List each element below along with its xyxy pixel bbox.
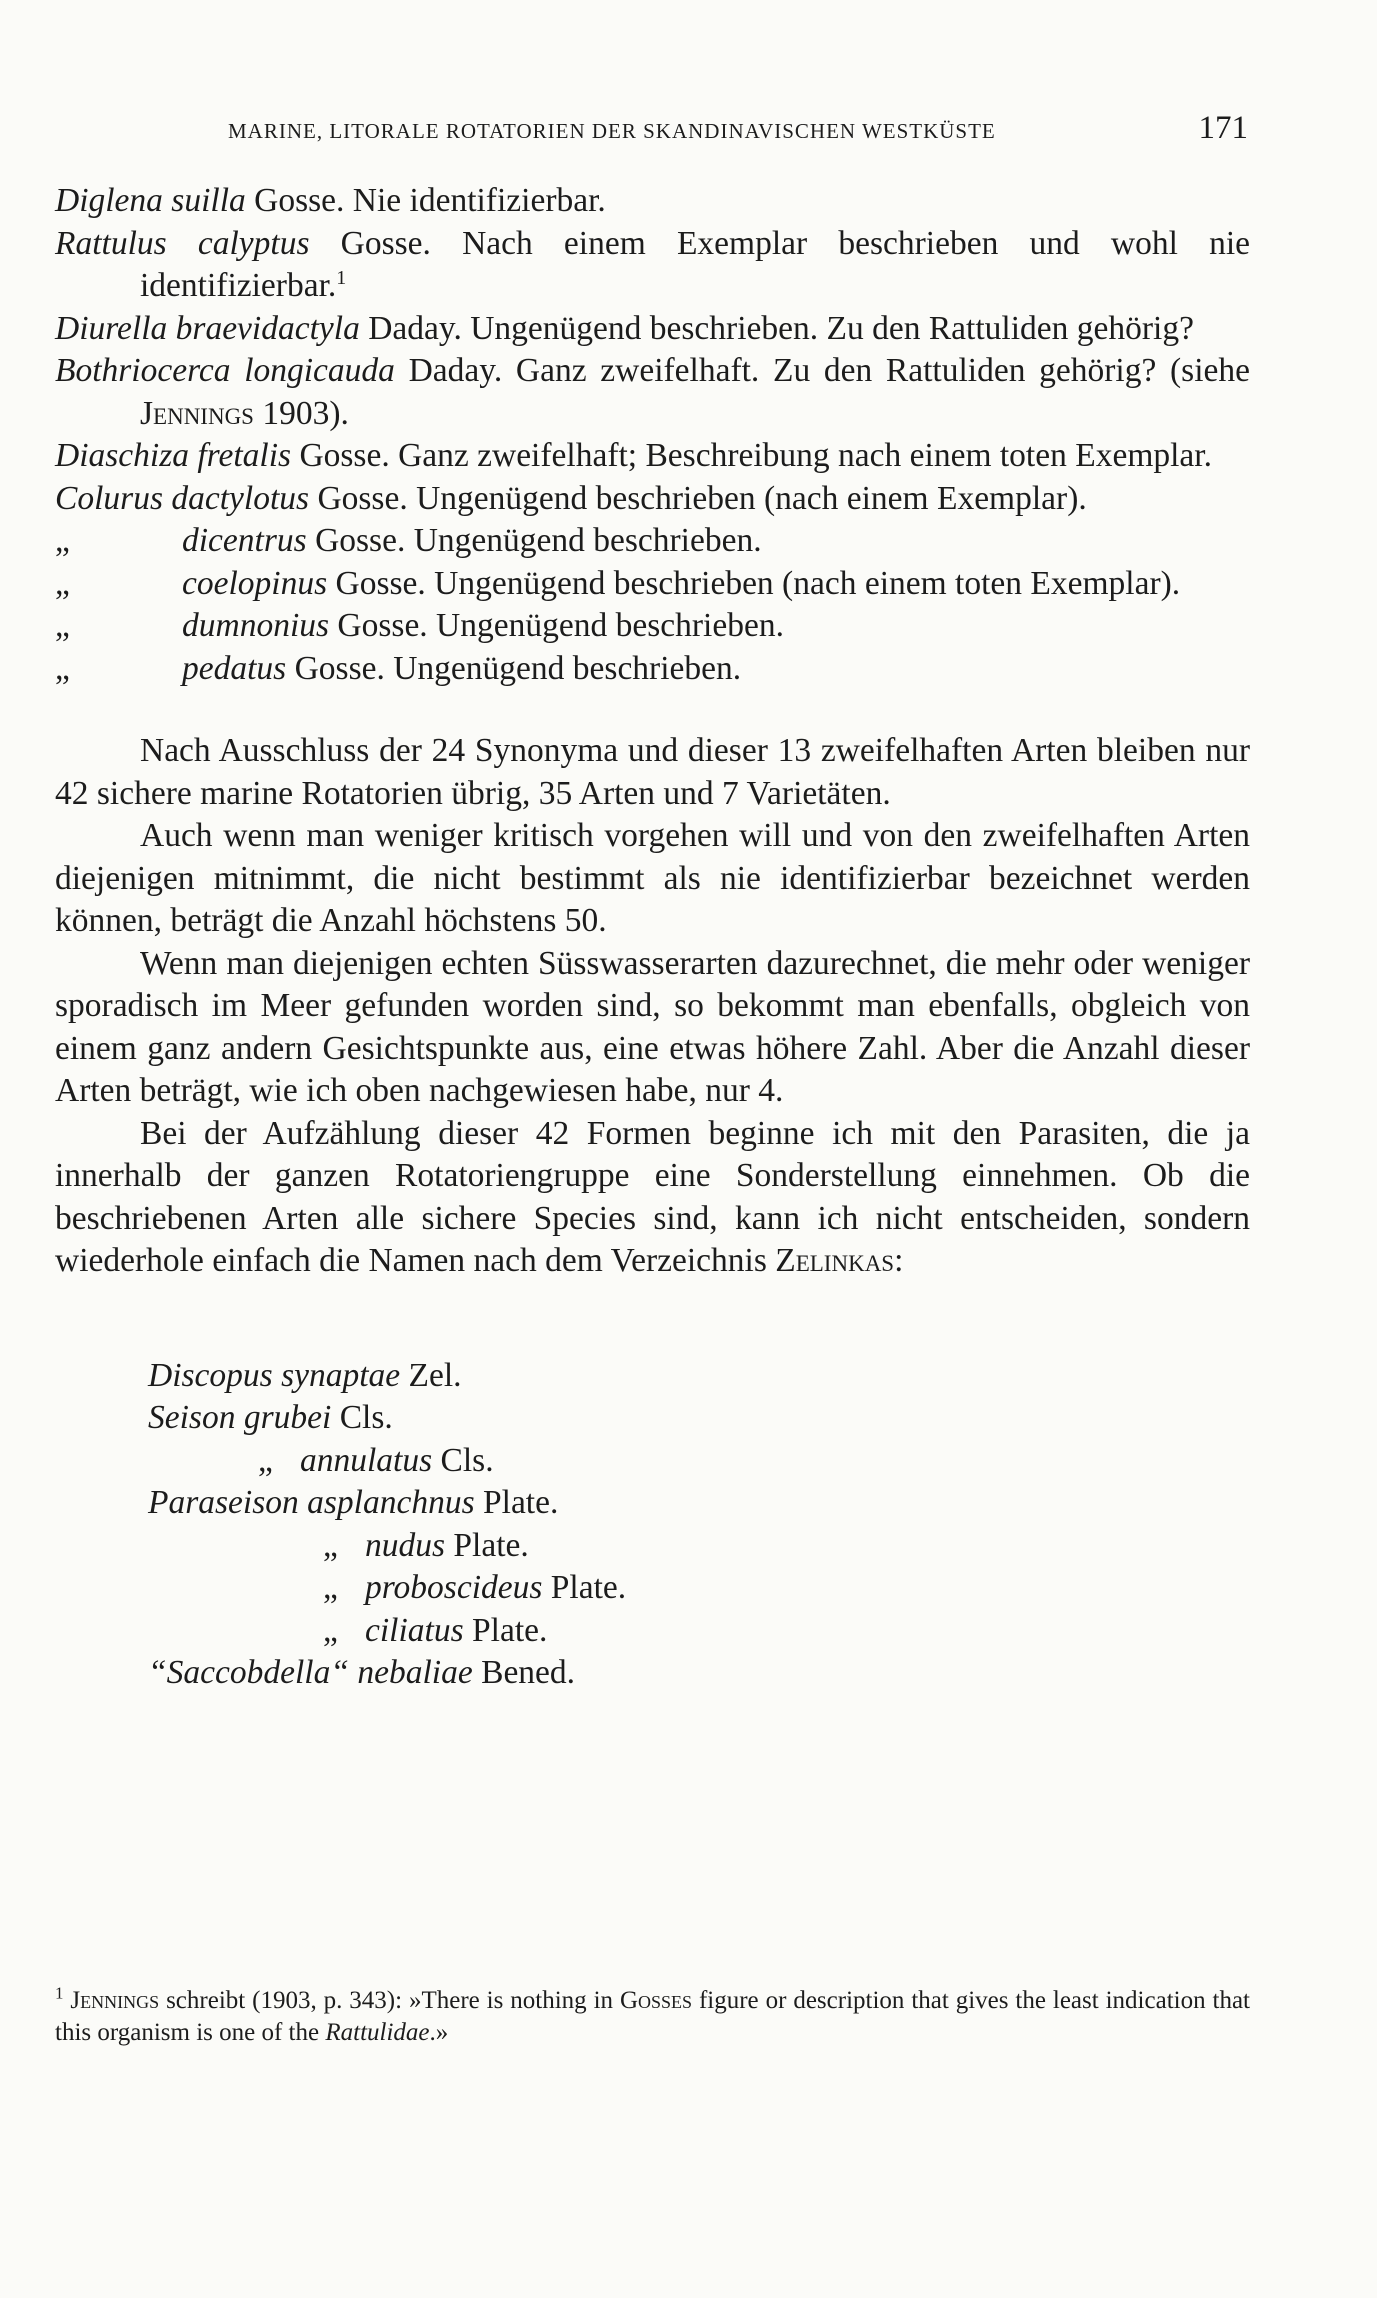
list-item: Paraseison asplanchnus Plate. [148, 1484, 559, 1521]
species-name: “Saccobdella“ nebaliae [148, 1654, 473, 1691]
species-name: Rattulus calyptus [55, 224, 310, 262]
species-name: Rattulidae [325, 2019, 430, 2046]
footnote-number: 1 [55, 1983, 64, 2003]
paragraph: Wenn man diejenigen echten Süsswasserarten dazurechnet, die mehr oder weniger sporadisch im Meer gefunden worden sind, so bekommt man ebenfalls, obgleich von einem ganz andern Gesichtspunkte aus, eine etwas höhere Zahl. Aber die Anzahl dieser Arten beträgt, wie ich oben nachgewiesen habe, nur 4. [55, 944, 1250, 1109]
species-name: ciliatus [365, 1611, 464, 1649]
species-name: nudus [365, 1526, 446, 1564]
species-name: dumnonius [182, 607, 330, 644]
author-name: Jennings [70, 1987, 160, 2014]
page-number: 171 [1198, 110, 1248, 146]
species-name: dicentrus [182, 522, 307, 559]
species-name: Colurus dactylotus [55, 479, 310, 517]
author-name: Jennings [140, 394, 254, 432]
species-entry: „ pedatus Gosse. Ungenügend beschrieben. [55, 648, 1250, 691]
species-entry: Colurus dactylotus Gosse. Ungenügend beschrieben (nach einem Exemplar). [55, 479, 1087, 517]
author-name: Gosses [619, 1987, 693, 2014]
species-entry: Rattulus calyptus Gosse. Nach einem Exemplar beschrieben und wohl nie identifizierbar.$^1$ [55, 224, 1250, 304]
ditto-mark: „ [258, 1441, 273, 1479]
footnote-ref: 1 [336, 266, 347, 289]
species-entry: „ dumnonius Gosse. Ungenügend beschrieben. [55, 605, 1250, 648]
author-name: Zelinkas [775, 1242, 895, 1279]
paragraph: Bei der Aufzählung dieser 42 Formen beginne ich mit den Parasiten, die ja innerhalb der ganzen Rotatoriengruppe eine Sonderstellung einnehmen. Ob die beschriebenen Arten alle sichere Species sind, kann ich nicht entscheiden, sondern wiederhole einfach die Namen nach dem Verzeichnis Zelinkas: [55, 1114, 1250, 1279]
running-head: MARINE, LITORALE ROTATORIEN DER SKANDINAVISCHEN WESTKÜSTE [228, 119, 996, 143]
species-entry: „ dicentrus Gosse. Ungenügend beschrieben. [55, 520, 1250, 563]
species-name: Diglena suilla [55, 182, 246, 219]
list-item: „ ciliatus Plate. [148, 1610, 1250, 1653]
species-entry: Diaschiza fretalis Gosse. Ganz zweifelhaft; Beschreibung nach einem toten Exemplar. [55, 437, 1212, 474]
ditto-mark: „ [55, 522, 70, 559]
page-header [228, 110, 1248, 147]
paragraph: Auch wenn man weniger kritisch vorgehen will und von den zweifelhaften Arten diejenigen mitnimmt, die nicht bestimmt als nie identifizierbar bezeichnet werden können, beträgt die Anzahl höchstens 50. [55, 817, 1250, 939]
list-item: „ proboscideus Plate. [148, 1567, 1250, 1610]
species-name: Diaschiza fretalis [55, 437, 292, 474]
ditto-mark: „ [55, 564, 70, 602]
species-entry: Bothriocerca longicauda Daday. Ganz zweifelhaft. Zu den Rattuliden gehörig? (siehe Jennings 1903). [55, 352, 1251, 432]
species-entry: Diurella braevidactyla Daday. Ungenügend beschrieben. Zu den Rattuliden gehörig? [55, 309, 1194, 347]
species-name: coelopinus [182, 564, 328, 602]
main-text [55, 180, 1250, 1695]
ditto-mark: „ [55, 607, 70, 644]
species-name: annulatus [300, 1441, 433, 1479]
ditto-mark: „ [323, 1611, 338, 1649]
species-name: proboscideus [365, 1569, 543, 1606]
species-entry: Diglena suilla Gosse. Nie identifizierbar. [55, 182, 606, 219]
list-item: Seison grubei Cls. [148, 1399, 393, 1436]
paragraph: Nach Ausschluss der 24 Synonyma und dieser 13 zweifelhaften Arten bleiben nur 42 sichere marine Rotatorien übrig, 35 Arten und 7 Varietäten. [55, 732, 1250, 812]
ditto-mark: „ [323, 1569, 338, 1606]
species-list [55, 1355, 1250, 1695]
list-item: Discopus synaptae Zel. [148, 1356, 462, 1394]
species-entry: „ coelopinus Gosse. Ungenügend beschrieben (nach einem toten Exemplar). [55, 563, 1250, 606]
ditto-mark: „ [55, 649, 70, 687]
species-name: Paraseison asplanchnus [148, 1484, 475, 1521]
list-item: „ nudus Plate. [148, 1525, 1250, 1568]
list-item: „ annulatus Cls. [148, 1440, 1250, 1483]
species-name: pedatus [182, 649, 287, 687]
species-name: Seison grubei [148, 1399, 332, 1436]
species-name: Diurella braevidactyla [55, 309, 360, 347]
footnote: $^1$ Jennings schreibt (1903, p. 343): »There is nothing in Gosses figure or description that gives the least indication that this organism is one of the Rattulidae.» [55, 1983, 1250, 2046]
ditto-mark: „ [323, 1526, 338, 1564]
species-name: Discopus synaptae [148, 1356, 401, 1394]
list-item: “Saccobdella“ nebaliae Bened. [148, 1654, 576, 1691]
species-name: Bothriocerca longicauda [55, 352, 395, 389]
